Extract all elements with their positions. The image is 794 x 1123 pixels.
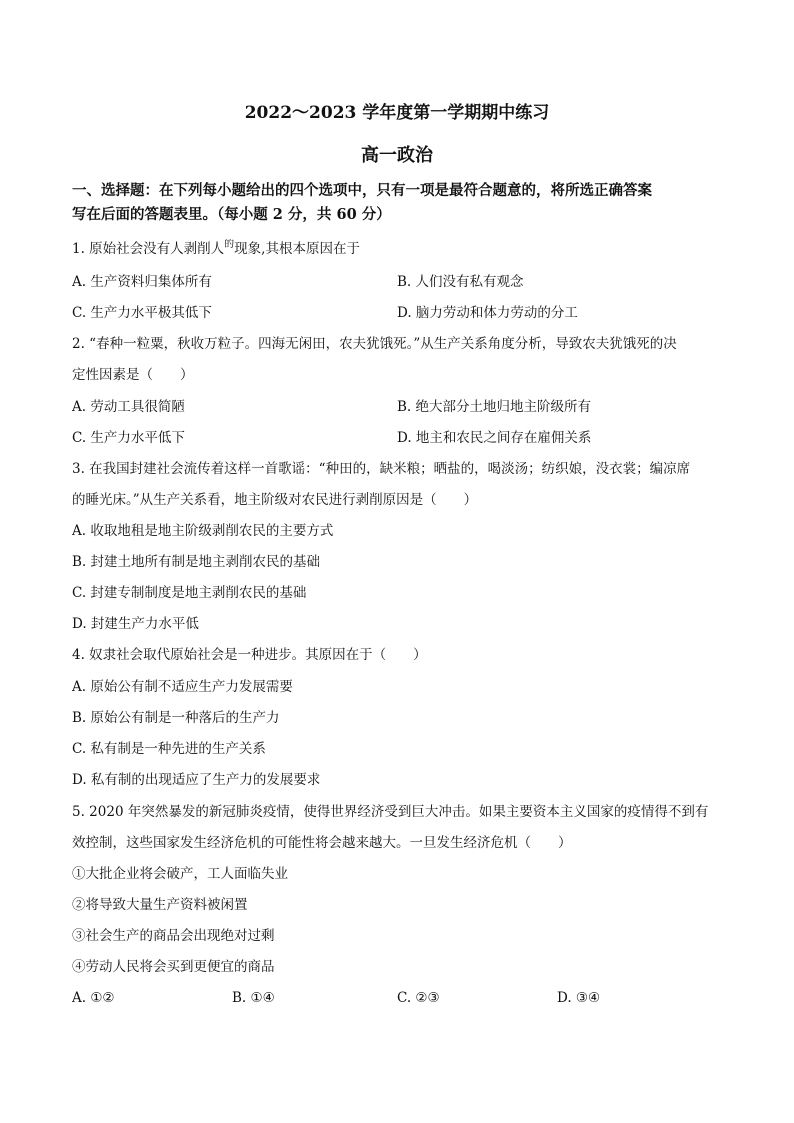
question-5-statement-1: ①大批企业将会破产，工人面临失业 [72, 866, 288, 882]
question-2-stem-line-1: 2. “春种一粒粟，秋收万粒子。四海无闲田，农夫犹饿死。”从生产关系角度分析，导致农夫犹饿死的决 [72, 336, 677, 352]
question-1-option-d: D. 脑力劳动和体力劳动的分工 [397, 305, 578, 321]
question-3-option-d: D. 封建生产力水平低 [72, 616, 199, 632]
question-4-stem: 4. 奴隶社会取代原始社会是一种进步。其原因在于（ ） [72, 647, 427, 663]
question-5-option-d: D. ③④ [557, 990, 601, 1006]
question-2-option-b: B. 绝大部分土地归地主阶级所有 [397, 399, 592, 415]
question-1-option-b: B. 人们没有私有观念 [397, 274, 524, 290]
question-5-stem-line-1: 5. 2020 年突然暴发的新冠肺炎疫情，使得世界经济受到巨大冲击。如果主要资本主义国家的疫情得不到有 [72, 804, 709, 820]
question-2-option-c: C. 生产力水平低下 [72, 430, 185, 446]
question-2-option-a: A. 劳动工具很简陋 [72, 399, 185, 415]
question-3-option-b: B. 封建土地所有制是地主剥削农民的基础 [72, 554, 321, 570]
question-1-stem-tail: 现象,其根本原因在于 [234, 241, 360, 257]
question-5-option-a: A. ①② [72, 990, 115, 1006]
question-5-statement-4: ④劳动人民将会买到更便宜的商品 [72, 959, 275, 975]
question-4-option-b: B. 原始公有制是一种落后的生产力 [72, 710, 280, 726]
question-4-option-d: D. 私有制的出现适应了生产力的发展要求 [72, 772, 321, 788]
question-5-statement-2: ②将导致大量生产资料被闲置 [72, 897, 248, 913]
question-3-option-a: A. 收取地租是地主阶级剥削农民的主要方式 [72, 523, 334, 539]
question-5-option-b: B. ①④ [232, 990, 275, 1006]
question-1-stem [72, 239, 732, 261]
question-1-stem-superscript: 的 [224, 239, 235, 250]
question-1-option-a: A. 生产资料归集体所有 [72, 274, 212, 290]
question-5-stem-line-2: 效控制，这些国家发生经济危机的可能性将会越来越大。一旦发生经济危机（ ） [72, 835, 572, 851]
section-heading-line-2: 写在后面的答题表里。（每小题 2 分，共 60 分） [72, 206, 391, 223]
question-1-option-c: C. 生产力水平极其低下 [72, 305, 212, 321]
question-5-option-c: C. ②③ [397, 990, 440, 1006]
section-heading-line-1: 一、选择题：在下列每小题给出的四个选项中，只有一项是最符合题意的，将所选正确答案 [72, 182, 652, 199]
question-4-option-a: A. 原始公有制不适应生产力发展需要 [72, 679, 293, 695]
exam-subject: 高一政治 [361, 145, 433, 166]
question-3-stem-line-2: 的睡光床。”从生产关系看，地主阶级对农民进行剥削原因是（ ） [72, 492, 478, 508]
question-2-stem-line-2: 定性因素是（ ） [72, 367, 194, 383]
exam-title: 2022～2023 学年度第一学期期中练习 [244, 103, 550, 123]
question-2-option-d: D. 地主和农民之间存在雇佣关系 [397, 430, 592, 446]
question-3-option-c: C. 封建专制制度是地主剥削农民的基础 [72, 585, 307, 601]
question-1-stem-main: 1. 原始社会没有人剥削人 [72, 241, 225, 257]
question-4-option-c: C. 私有制是一种先进的生产关系 [72, 741, 266, 757]
question-5-statement-3: ③社会生产的商品会出现绝对过剩 [72, 928, 275, 944]
question-3-stem-line-1: 3. 在我国封建社会流传着这样一首歌谣：“种田的，缺米粮；晒盐的，喝淡汤；纺织娘，没衣裳；编凉席 [72, 461, 691, 477]
